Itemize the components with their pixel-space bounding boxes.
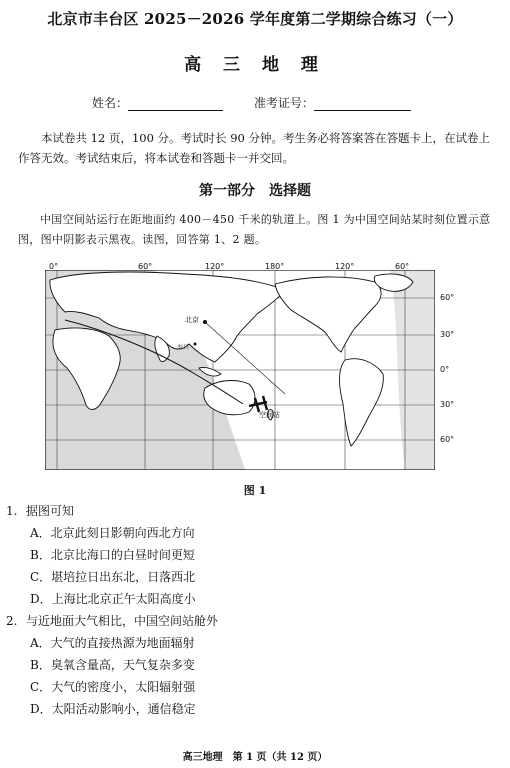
id-field xyxy=(254,94,411,111)
name-blank xyxy=(128,98,223,111)
question-1-option-c[interactable]: C．堪培拉日出东北，日落西北 xyxy=(30,570,196,584)
exam-title: 北京市丰台区 2025－2026 学年度第二学期综合练习（一） xyxy=(47,10,463,28)
lat-label-30n: 30° xyxy=(440,330,455,339)
question-group-stem: 中国空间站运行在距地面约 400－450 千米的轨道上。图 1 为中国空间站某时刻位置示意图，图中阴影表示黑夜。读图，回答第 1、2 题。 xyxy=(18,213,491,246)
question-1-option-b[interactable]: B．北京比海口的白昼时间更短 xyxy=(30,548,195,562)
north-america xyxy=(275,277,381,352)
name-field xyxy=(92,94,223,111)
exam-instructions: 本试卷共 12 页，100 分。考试时长 90 分钟。考生务必将答案答在答题卡上，在试卷上作答无效。考试结束后，将本试卷和答题卡一并交回。 xyxy=(18,131,490,165)
section-title: 第一部分 选择题 xyxy=(199,183,311,199)
lon-label-b: 60° xyxy=(138,262,153,271)
question-2-option-b[interactable]: B．臭氧含量高，天气复杂多变 xyxy=(30,658,195,672)
lat-label-60n: 60° xyxy=(440,293,455,302)
name-label: 姓名： xyxy=(92,96,129,110)
haikou-point xyxy=(194,343,197,346)
beijing-label: 北京 xyxy=(185,316,199,324)
lon-label-f: 60° xyxy=(395,262,410,271)
lon-label-row xyxy=(45,262,435,272)
lat-label-30s: 30° xyxy=(440,400,455,409)
question-1-option-d[interactable]: D．上海比北京正午太阳高度小 xyxy=(30,592,196,606)
lat-label-0: 0° xyxy=(440,365,450,374)
lon-label-e: 120° xyxy=(335,262,355,271)
lat-label-column xyxy=(440,270,470,470)
lat-label-60s: 60° xyxy=(440,435,455,444)
lon-label-d: 180° xyxy=(265,262,285,271)
id-label: 准考证号： xyxy=(254,96,315,110)
question-1-number: 1. xyxy=(6,504,18,518)
question-2-number: 2. xyxy=(6,614,18,628)
station-label: 空间站 xyxy=(259,411,280,419)
question-2-option-a[interactable]: A．大气的直接热源为地面辐射 xyxy=(30,636,195,650)
id-blank xyxy=(314,98,411,111)
subject-title: 高 三 地 理 xyxy=(184,55,326,75)
station-position-map xyxy=(45,270,435,470)
south-america xyxy=(340,359,384,446)
question-1-stem: 据图可知 xyxy=(26,504,75,518)
page-footer: 高三地理 第 1 页（共 12 页） xyxy=(182,752,328,763)
haikou-label: 海口 xyxy=(177,344,190,351)
lon-label-a: 0° xyxy=(49,262,59,271)
question-2-option-d[interactable]: D．太阳活动影响小，通信稳定 xyxy=(30,702,196,716)
lon-label-c: 120° xyxy=(205,262,225,271)
question-1-option-a[interactable]: A．北京此刻日影朝向西北方向 xyxy=(30,526,195,540)
figure-caption: 图 1 xyxy=(243,484,267,497)
question-2-option-c[interactable]: C．大气的密度小，太阳辐射强 xyxy=(30,680,196,694)
question-2-stem: 与近地面大气相比，中国空间站舱外 xyxy=(26,614,219,628)
